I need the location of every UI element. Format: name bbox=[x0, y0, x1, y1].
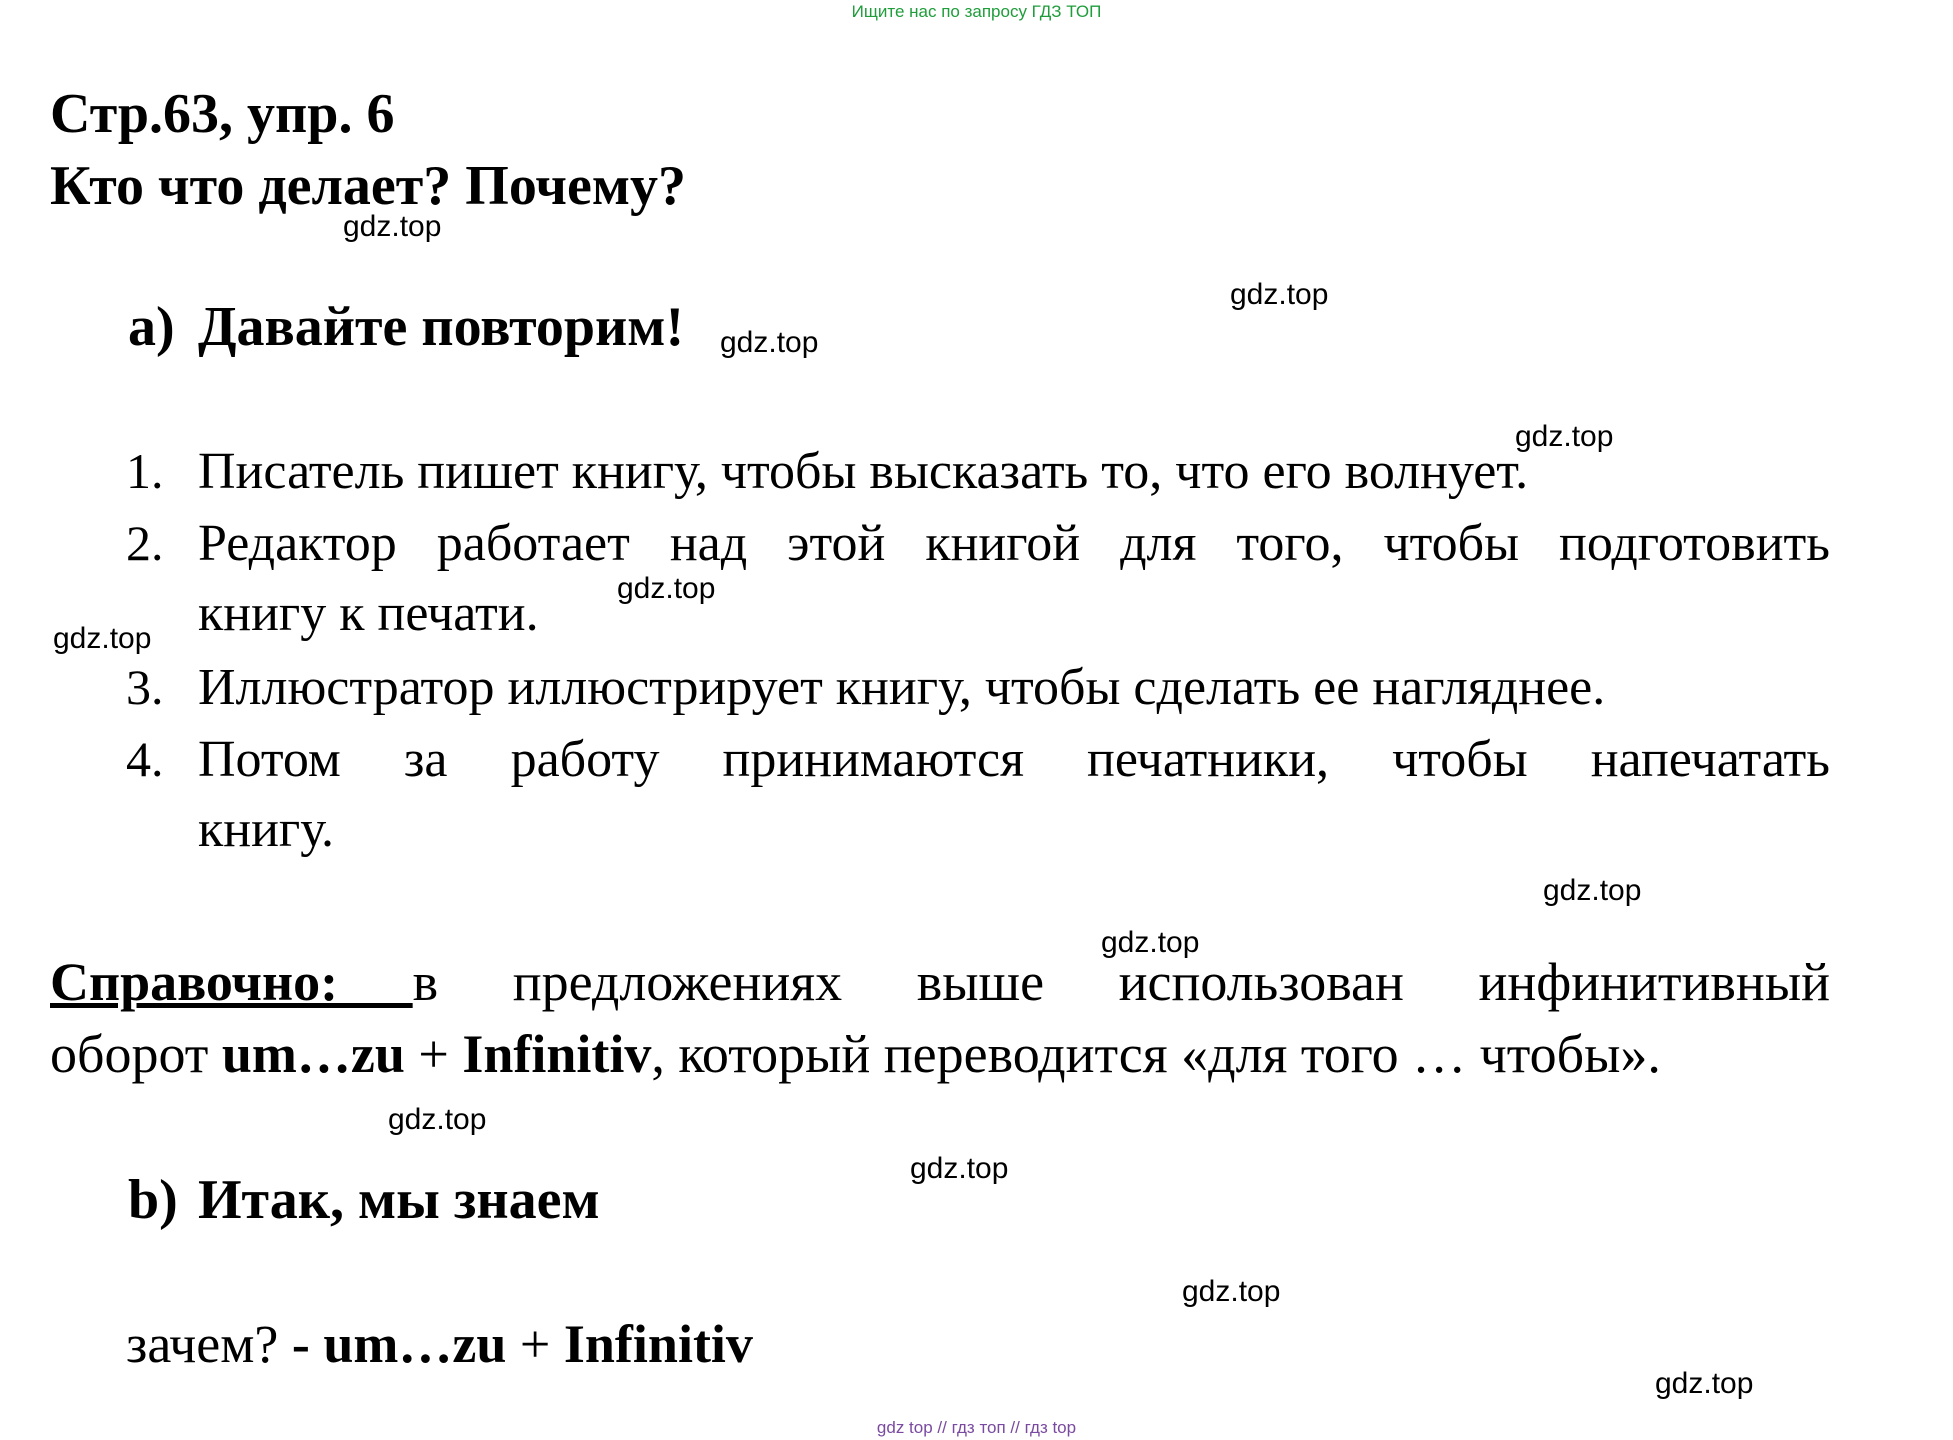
rule-infinitiv: Infinitiv bbox=[563, 1314, 753, 1374]
item-2-text bbox=[198, 509, 1830, 649]
watermark: gdz.top bbox=[1101, 926, 1200, 959]
item-2-number: 2. bbox=[126, 515, 164, 571]
rule-line bbox=[126, 1313, 753, 1375]
item-4-text bbox=[198, 725, 1830, 865]
note-line-1-text: в предложениях выше использован инфинитивный bbox=[412, 952, 1830, 1012]
item-4-number: 4. bbox=[126, 731, 164, 787]
watermark: gdz.top bbox=[53, 622, 152, 655]
rule-plus: + bbox=[506, 1314, 564, 1374]
rule-question: зачем? bbox=[126, 1314, 292, 1374]
watermark: gdz.top bbox=[720, 326, 819, 359]
item-3-line: Иллюстратор иллюстрирует книгу, чтобы сделать ее нагляднее. bbox=[198, 659, 1606, 716]
reference-note bbox=[50, 946, 1830, 1090]
item-3-text bbox=[198, 653, 1830, 723]
watermark: gdz.top bbox=[1182, 1275, 1281, 1308]
page-subtitle: Кто что делает? Почему? bbox=[50, 155, 686, 217]
section-a-label: a) bbox=[128, 296, 175, 358]
watermark: gdz.top bbox=[1515, 420, 1614, 453]
item-2-line-1: Редактор работает над этой книгой для того, чтобы подготовить bbox=[198, 515, 1830, 572]
rule-dash: - bbox=[291, 1314, 324, 1374]
note-line-1 bbox=[50, 946, 1830, 1018]
section-a-heading: Давайте повторим! bbox=[198, 296, 685, 358]
note-label: Справочно: bbox=[50, 952, 413, 1012]
item-2-line-2: книгу к печати. bbox=[198, 585, 539, 642]
note-line-2-pre: оборот bbox=[50, 1024, 222, 1084]
note-formula-um: um…zu bbox=[221, 1024, 405, 1084]
item-4-line-1: Потом за работу принимаются печатники, чтобы напечатать bbox=[198, 731, 1830, 788]
watermark: gdz.top bbox=[910, 1152, 1009, 1185]
bottom-banner[interactable]: gdz top // гдз топ // гдз top bbox=[876, 1418, 1077, 1437]
item-4-line-2: книгу. bbox=[198, 801, 335, 858]
top-banner[interactable]: Ищите нас по запросу ГДЗ ТОП bbox=[851, 2, 1102, 21]
note-formula-infinitiv: Infinitiv bbox=[462, 1024, 652, 1084]
watermark: gdz.top bbox=[1655, 1367, 1754, 1400]
watermark: gdz.top bbox=[388, 1103, 487, 1136]
item-1-number: 1. bbox=[126, 443, 164, 499]
watermark: gdz.top bbox=[1230, 278, 1329, 311]
note-line-2 bbox=[50, 1024, 1661, 1084]
item-3-number: 3. bbox=[126, 659, 164, 715]
note-plus: + bbox=[404, 1024, 463, 1084]
section-b-heading: Итак, мы знаем bbox=[198, 1169, 600, 1231]
watermark: gdz.top bbox=[343, 210, 442, 243]
watermark: gdz.top bbox=[1543, 874, 1642, 907]
section-b-label: b) bbox=[128, 1169, 178, 1231]
note-line-2-post: , который переводится «для того … чтобы». bbox=[651, 1024, 1661, 1084]
rule-um: um…zu bbox=[323, 1314, 507, 1374]
watermark: gdz.top bbox=[617, 572, 716, 605]
item-1-line: Писатель пишет книгу, чтобы высказать то, что его волнует. bbox=[198, 443, 1529, 500]
page-title: Стр.63, упр. 6 bbox=[50, 83, 395, 145]
